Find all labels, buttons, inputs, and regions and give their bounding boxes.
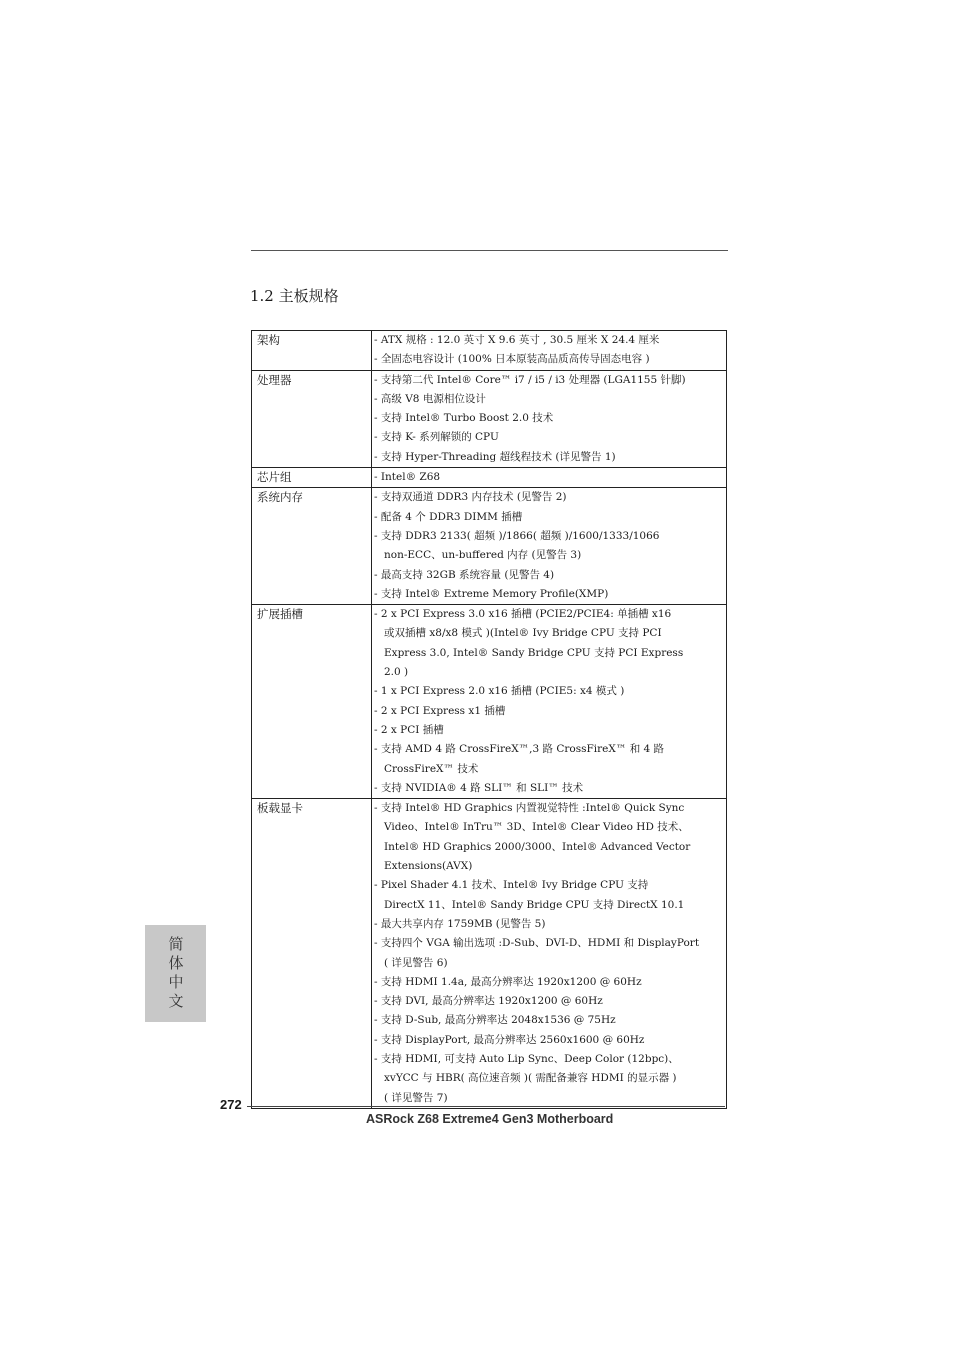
spec-row [252,488,727,605]
spec-line: xvYCC 与 HBR( 高位速音频 )( 需配备兼容 HDMI 的显示器 ) [384,1072,677,1085]
spec-line: ( 详见警告 7) [384,1091,448,1104]
spec-line: CrossFireX™ 技术 [384,762,479,775]
spec-line: - 支持 Hyper-Threading 超线程技术 (详见警告 1) [374,450,616,463]
spec-line: Video、Intel® InTru™ 3D、Intel® Clear Video HD 技术、 [384,821,689,834]
footer-rule [247,1106,725,1107]
spec-row [252,468,727,488]
spec-line: - 支持四个 VGA 输出选项 :D-Sub、DVI-D、HDMI 和 DisplayPort [374,937,700,950]
spec-line: ( 详见警告 6) [384,956,448,969]
spec-line: 2.0 ) [384,666,409,679]
spec-category: 扩展插槽 [252,605,372,799]
spec-value [372,370,727,467]
spec-category: 板载显卡 [252,799,372,1109]
spec-row [252,799,727,1109]
language-tab [145,925,206,1022]
spec-line: - Pixel Shader 4.1 技术、Intel® Ivy Bridge CPU 支持 [374,879,649,892]
language-tab-label: 简体中文 [168,935,184,1010]
spec-line: Intel® HD Graphics 2000/3000、Intel® Advanced Vector [384,840,691,853]
spec-line: DirectX 11、Intel® Sandy Bridge CPU 支持 DirectX 10.1 [384,898,685,911]
section-title: 1.2 主板规格 [250,287,339,305]
spec-line: - 支持 HDMI, 可支持 Auto Lip Sync、Deep Color (12bpc)、 [374,1052,679,1065]
spec-line: - 支持 DisplayPort, 最高分辨率达 2560x1600 @ 60Hz [374,1033,645,1046]
spec-line: - 1 x PCI Express 2.0 x16 插槽 (PCIE5: x4 模式 ) [374,685,625,698]
spec-value [372,605,727,799]
spec-line: - 支持 HDMI 1.4a, 最高分辨率达 1920x1200 @ 60Hz [374,975,642,988]
spec-category: 处理器 [252,370,372,467]
spec-row [252,370,727,467]
spec-line: - 最高支持 32GB 系统容量 (见警告 4) [374,568,555,581]
spec-value [372,468,727,488]
spec-line: - 支持双通道 DDR3 内存技术 (见警告 2) [374,491,567,504]
spec-category: 架构 [252,331,372,371]
spec-line: - 支持 Intel® Extreme Memory Profile(XMP) [374,587,609,600]
spec-line: - 支持第二代 Intel® Core™ i7 / i5 / i3 处理器 (LGA1155 针脚) [374,373,686,386]
spec-line: 或双插槽 x8/x8 模式 )(Intel® Ivy Bridge CPU 支持 PCI [384,627,662,640]
spec-line: - Intel® Z68 [374,471,441,484]
spec-line: - 支持 Intel® Turbo Boost 2.0 技术 [374,412,554,425]
spec-line: - 支持 AMD 4 路 CrossFireX™,3 路 CrossFireX™ 和 4 路 [374,743,665,756]
header-rule [251,250,728,251]
spec-line: - 支持 DVI, 最高分辨率达 1920x1200 @ 60Hz [374,995,603,1008]
spec-line: Express 3.0, Intel® Sandy Bridge CPU 支持 PCI Express [384,646,684,659]
spec-category: 芯片组 [252,468,372,488]
spec-line: - 2 x PCI 插槽 [374,723,444,736]
spec-table [251,330,727,1109]
spec-line: - 支持 NVIDIA® 4 路 SLI™ 和 SLI™ 技术 [374,781,584,794]
spec-line: Extensions(AVX) [384,860,473,873]
spec-line: - 配备 4 个 DDR3 DIMM 插槽 [374,510,523,523]
spec-line: - 2 x PCI Express 3.0 x16 插槽 (PCIE2/PCIE4: 单插槽 x16 [374,608,672,621]
spec-row [252,331,727,371]
spec-value [372,799,727,1109]
spec-value [372,331,727,371]
spec-line: - 支持 D-Sub, 最高分辨率达 2048x1536 @ 75Hz [374,1014,616,1027]
spec-category: 系统内存 [252,488,372,605]
footer-title: ASRock Z68 Extreme4 Gen3 Motherboard [366,1112,614,1126]
spec-line: - 2 x PCI Express x1 插槽 [374,704,506,717]
spec-line: non-ECC、un-buffered 内存 (见警告 3) [384,549,582,562]
spec-value [372,488,727,605]
spec-line: - 支持 DDR3 2133( 超频 )/1866( 超频 )/1600/1333/1066 [374,529,660,542]
spec-line: - ATX 规格 : 12.0 英寸 X 9.6 英寸 , 30.5 厘米 X 24.4 厘米 [374,334,660,346]
spec-line: - 支持 K- 系列解锁的 CPU [374,431,499,444]
spec-line: - 全固态电容设计 (100% 日本原装高品质高传导固态电容 ) [374,353,650,366]
spec-line: - 最大共享内存 1759MB (见警告 5) [374,917,546,930]
spec-line: - 高级 V8 电源相位设计 [374,392,486,405]
spec-line: - 支持 Intel® HD Graphics 内置视觉特性 :Intel® Quick Sync [374,802,685,815]
page-number: 272 [220,1097,242,1112]
spec-row [252,605,727,799]
